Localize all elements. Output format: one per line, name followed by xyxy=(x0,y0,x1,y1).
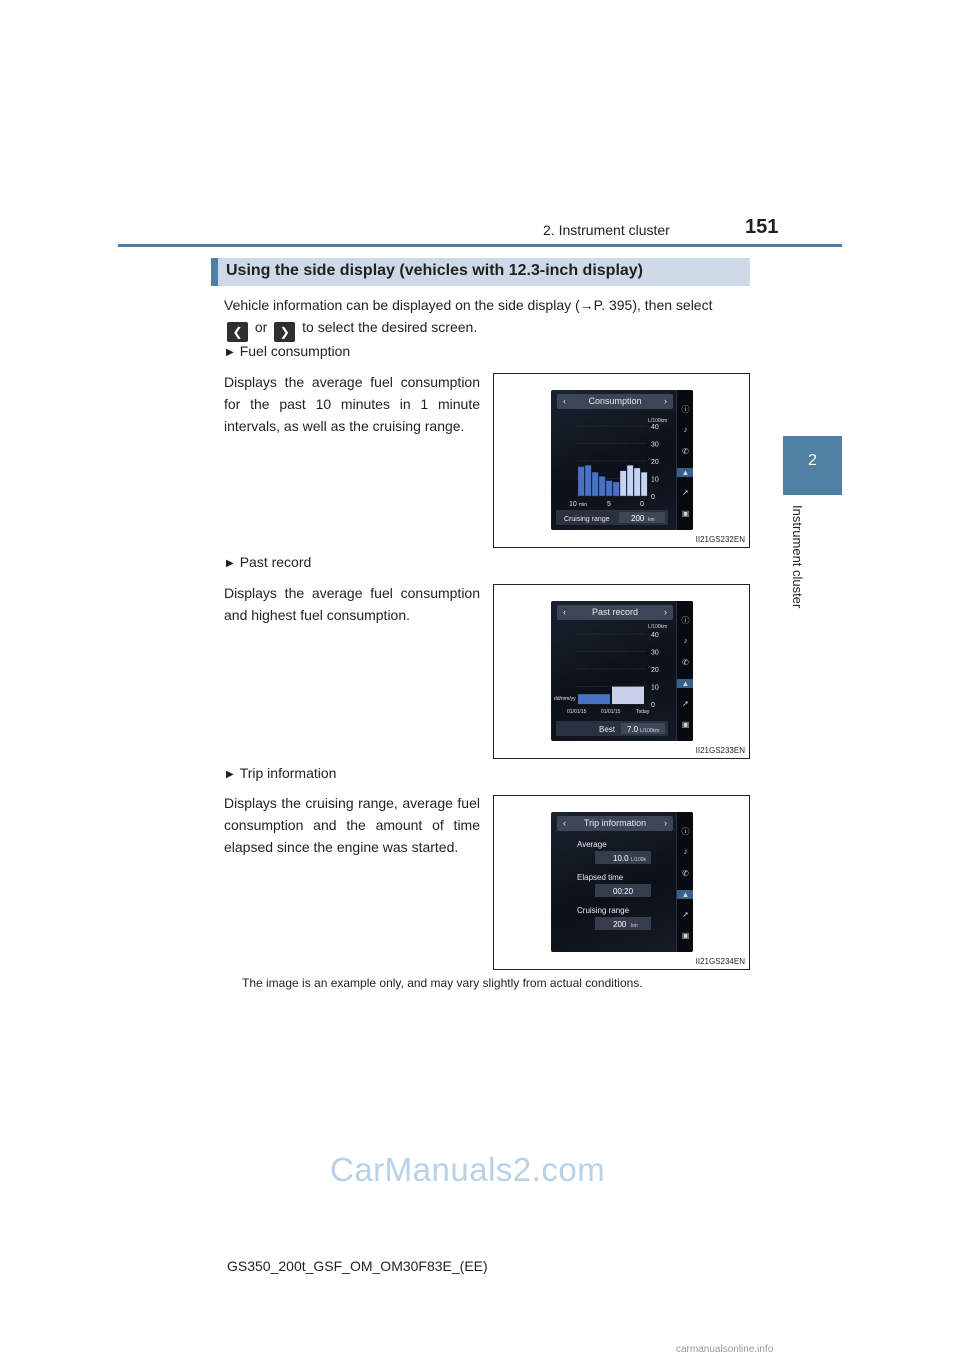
x-tick-label: Today xyxy=(636,709,650,715)
y-tick-label: 0 xyxy=(651,494,655,501)
chapter-number: 2 xyxy=(808,452,817,469)
bar xyxy=(613,482,619,496)
intro-paragraph xyxy=(224,294,754,342)
bar xyxy=(627,465,633,496)
chevron-right-icon: › xyxy=(664,818,667,828)
bullet-title: Fuel consumption xyxy=(239,343,351,359)
bar xyxy=(599,476,605,496)
chevron-left-icon: ‹ xyxy=(563,607,566,617)
footnote: The image is an example only, and may vary slightly from actual conditions. xyxy=(242,976,643,990)
chevron-left-icon: ❮ xyxy=(227,322,248,342)
screen-side-menu xyxy=(676,812,693,952)
x-tick-label: min xyxy=(579,502,588,508)
triangle-bullet-icon: ▶ xyxy=(226,558,234,569)
x-tick-label: 01/01/15 xyxy=(567,709,587,715)
unit-label: L/100km xyxy=(648,624,668,630)
display-screen xyxy=(551,601,693,741)
vehicle-icon: ▲ xyxy=(677,679,693,688)
navigation-icon: ➚ xyxy=(682,699,689,708)
vehicle-icon: ▲ xyxy=(677,890,693,899)
page-number: 151 xyxy=(745,216,779,238)
display-screen xyxy=(551,812,693,952)
chapter-tab xyxy=(783,436,842,495)
chevron-right-icon: › xyxy=(664,607,667,617)
music-icon: ♪ xyxy=(683,847,688,856)
screen-side-menu xyxy=(676,390,693,530)
y-tick-label: 20 xyxy=(651,667,659,674)
bar xyxy=(578,694,610,704)
row-unit: L/100k xyxy=(631,857,647,863)
row-label: Average xyxy=(577,840,607,849)
bar xyxy=(634,468,640,496)
settings-icon: ▣ xyxy=(681,509,690,518)
x-tick-label: 01/01/15 xyxy=(601,709,621,715)
x-tick-label: 0 xyxy=(640,501,644,508)
bottom-label: Best xyxy=(599,725,616,734)
description-fuel-consumption: Displays the average fuel consumption for the past 10 minutes in 1 minute intervals, as well as the cruising range. xyxy=(224,374,480,434)
watermark: CarManuals2.com xyxy=(330,1151,606,1188)
y-tick-label: 40 xyxy=(651,632,659,639)
y-tick-label: 30 xyxy=(651,441,659,449)
bar xyxy=(606,481,612,496)
phone-icon: ✆ xyxy=(682,658,689,667)
bottom-unit: km xyxy=(648,517,655,523)
bar xyxy=(578,467,584,496)
bottom-value: 7.0 xyxy=(627,725,639,734)
row-value: 10.0 xyxy=(613,854,629,863)
settings-icon: ▣ xyxy=(681,931,690,940)
row-unit: km xyxy=(631,923,638,929)
chevron-left-icon: ‹ xyxy=(563,396,566,406)
date-format-label: dd/mm/yy xyxy=(554,696,576,702)
bar xyxy=(612,687,644,704)
chapter-label: Instrument cluster xyxy=(790,505,805,609)
y-tick-label: 10 xyxy=(651,476,659,484)
info-icon: ⓘ xyxy=(681,616,690,625)
y-tick-label: 10 xyxy=(651,684,659,692)
row-value: 200 xyxy=(613,920,627,929)
music-icon: ♪ xyxy=(683,636,688,645)
bottom-value: 200 xyxy=(631,514,645,523)
phone-icon: ✆ xyxy=(682,447,689,456)
chevron-left-icon: ‹ xyxy=(563,818,566,828)
y-tick-label: 40 xyxy=(651,424,659,431)
consumption-chart xyxy=(551,390,676,530)
description-past-record: Displays the average fuel consumption and highest fuel consumption. xyxy=(224,585,480,623)
bullet-past-record xyxy=(226,554,311,570)
bar xyxy=(620,471,626,496)
info-icon: ⓘ xyxy=(681,405,690,414)
phone-icon: ✆ xyxy=(682,869,689,878)
image-code: II21GS232EN xyxy=(695,535,745,544)
screen-side-menu xyxy=(676,601,693,741)
header-rule xyxy=(118,244,842,247)
music-icon: ♪ xyxy=(683,425,688,434)
chevron-right-icon: › xyxy=(664,396,667,406)
bullet-trip-information xyxy=(226,765,336,781)
section-heading-text: Using the side display (vehicles with 12.3-inch display) xyxy=(226,262,644,279)
description-trip-information: Displays the cruising range, average fuel consumption and the amount of time elapsed since the engine was started. xyxy=(224,795,480,855)
triangle-bullet-icon: ▶ xyxy=(226,347,234,358)
navigation-icon: ➚ xyxy=(682,488,689,497)
intro-line-1: Vehicle information can be displayed on the side display (→P. 395), then select xyxy=(224,297,713,313)
section-title: 2. Instrument cluster xyxy=(543,222,670,238)
bullet-title: Past record xyxy=(239,554,312,570)
intro-or: or xyxy=(254,319,268,335)
bar xyxy=(592,472,598,496)
screen-title: Consumption xyxy=(588,396,642,406)
y-tick-label: 20 xyxy=(651,459,659,466)
settings-icon: ▣ xyxy=(681,720,690,729)
y-tick-label: 0 xyxy=(651,702,655,709)
vehicle-icon: ▲ xyxy=(677,468,693,477)
figure-fuel-consumption xyxy=(493,373,750,548)
intro-line-2: to select the desired screen. xyxy=(302,319,478,335)
row-label: Cruising range xyxy=(577,906,630,915)
figure-past-record xyxy=(493,584,750,759)
image-code: II21GS234EN xyxy=(695,957,745,966)
x-tick-label: 5 xyxy=(607,501,611,508)
image-code: II21GS233EN xyxy=(695,746,745,755)
screen-title: Past record xyxy=(591,607,639,617)
y-tick-label: 30 xyxy=(651,649,659,657)
site-credit: carmanualsonline.info xyxy=(676,1344,774,1355)
bullet-fuel-consumption xyxy=(226,343,350,359)
footer-code: GS350_200t_GSF_OM_OM30F83E_(EE) xyxy=(227,1258,488,1274)
x-tick-label: 10 xyxy=(569,501,577,508)
chevron-right-icon: ❯ xyxy=(274,322,295,342)
info-icon: ⓘ xyxy=(681,827,690,836)
figure-trip-information xyxy=(493,795,750,970)
section-heading xyxy=(211,258,750,286)
bottom-label: Cruising range xyxy=(564,516,610,523)
past-record-chart xyxy=(551,601,676,741)
bullet-title: Trip information xyxy=(239,765,337,781)
row-label: Elapsed time xyxy=(577,873,624,882)
trip-info-panel xyxy=(551,812,676,952)
bar xyxy=(585,465,591,496)
navigation-icon: ➚ xyxy=(682,910,689,919)
row-value: 00:20 xyxy=(613,887,634,896)
screen-title: Trip information xyxy=(583,818,647,828)
bottom-unit: L/100km xyxy=(640,728,660,734)
display-screen xyxy=(551,390,693,530)
unit-label: L/100km xyxy=(648,418,668,424)
bar xyxy=(641,472,647,496)
triangle-bullet-icon: ▶ xyxy=(226,769,234,780)
